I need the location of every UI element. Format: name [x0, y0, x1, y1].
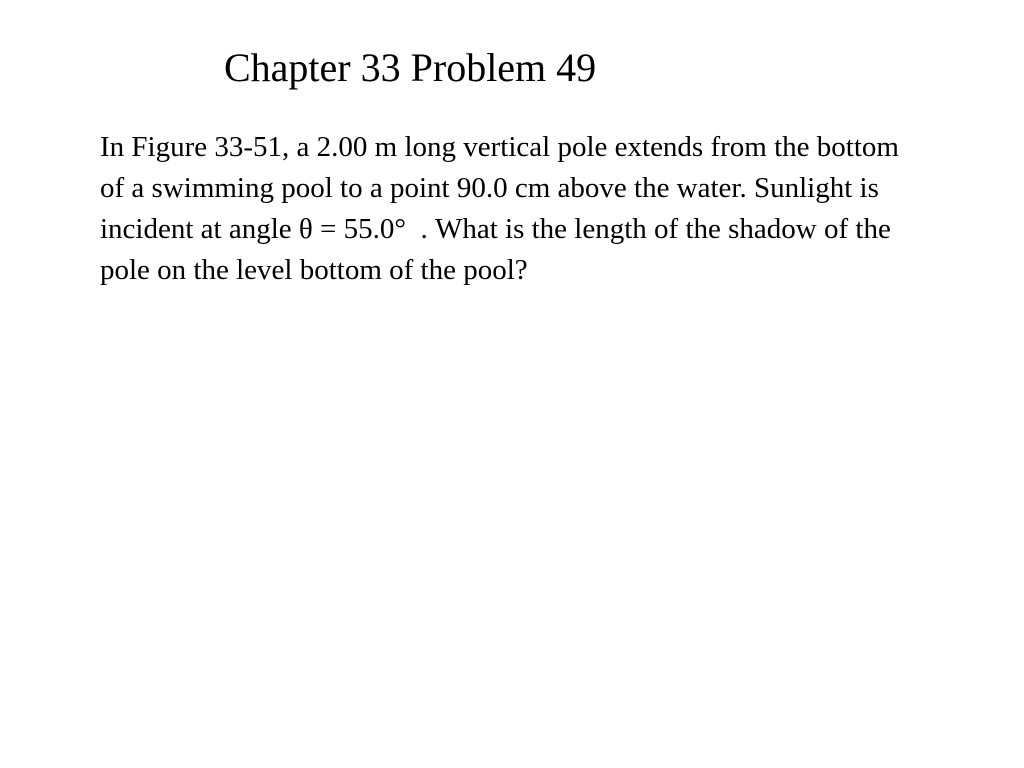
- slide-title: Chapter 33 Problem 49: [224, 45, 597, 90]
- problem-statement: In Figure 33-51, a 2.00 m long vertical pole extends from the bottom of a swimming pool to a point 90.0 cm above the water. Sunlight is incident at angle θ = 55.0° . What is the length of the shadow of the pole on the level bottom of the pool?: [100, 131, 899, 286]
